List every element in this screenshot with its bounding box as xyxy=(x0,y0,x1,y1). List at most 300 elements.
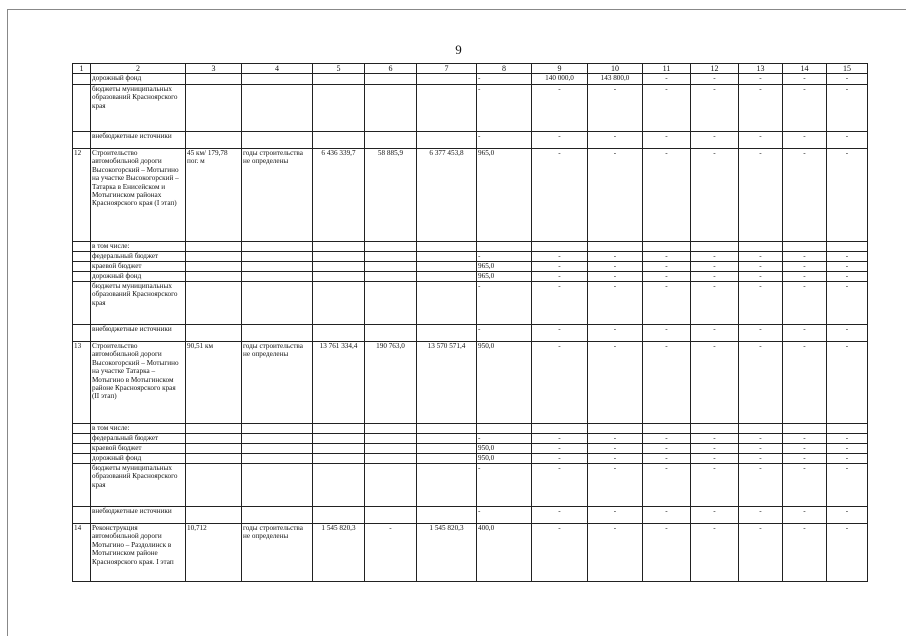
value-cell xyxy=(417,282,477,325)
value-cell: - xyxy=(643,507,691,524)
value-cell: - xyxy=(532,262,588,272)
column-header: 14 xyxy=(783,64,827,74)
item-name-cell: бюджеты муниципальных образований Красноярского края xyxy=(91,282,186,325)
value-cell xyxy=(365,85,417,132)
value-cell: - xyxy=(691,262,739,272)
value-cell: - xyxy=(783,464,827,507)
value-cell: - xyxy=(827,342,868,424)
value-cell xyxy=(186,252,242,262)
value-cell xyxy=(242,272,313,282)
item-name-cell: бюджеты муниципальных образований Красноярского края xyxy=(91,85,186,132)
value-cell: - xyxy=(783,454,827,464)
value-cell: - xyxy=(739,149,783,242)
value-cell xyxy=(186,325,242,342)
value-cell: - xyxy=(691,85,739,132)
value-cell xyxy=(739,242,783,252)
value-cell: - xyxy=(532,252,588,262)
value-cell xyxy=(313,85,365,132)
value-cell: - xyxy=(739,272,783,282)
item-name-cell: в том числе: xyxy=(91,424,186,434)
column-header: 6 xyxy=(365,64,417,74)
column-header: 3 xyxy=(186,64,242,74)
value-cell xyxy=(186,282,242,325)
value-cell: - xyxy=(827,464,868,507)
value-cell: - xyxy=(783,262,827,272)
value-cell: - xyxy=(691,464,739,507)
value-cell: - xyxy=(643,132,691,149)
value-cell xyxy=(365,424,417,434)
row-number-cell: 13 xyxy=(73,342,91,424)
value-cell xyxy=(417,272,477,282)
value-cell: - xyxy=(739,85,783,132)
value-cell xyxy=(417,85,477,132)
row-number-cell xyxy=(73,434,91,444)
value-cell: - xyxy=(477,282,532,325)
value-cell xyxy=(365,74,417,85)
value-cell: - xyxy=(691,272,739,282)
value-cell: 400,0 xyxy=(477,524,532,582)
item-name-cell: в том числе: xyxy=(91,242,186,252)
value-cell: - xyxy=(827,272,868,282)
item-name-cell: Реконструкция автомобильной дороги Мотыгино – Раздолинск в Мотыгинском районе Красноярского края. I этап xyxy=(91,524,186,582)
value-cell xyxy=(242,252,313,262)
value-cell xyxy=(242,444,313,454)
item-name-cell: Строительство автомобильной дороги Высокогорский – Мотыгино на участке Татарка – Мотыгино в Мотыгинском районе Красноярского края (II этап) xyxy=(91,342,186,424)
page-number: 9 xyxy=(455,42,462,57)
item-name-cell: федеральный бюджет xyxy=(91,252,186,262)
value-cell: - xyxy=(477,464,532,507)
value-cell xyxy=(313,454,365,464)
table-row xyxy=(73,149,868,242)
table-row xyxy=(73,454,868,464)
value-cell: - xyxy=(691,342,739,424)
value-cell: - xyxy=(827,149,868,242)
row-number-cell xyxy=(73,424,91,434)
column-header: 1 xyxy=(73,64,91,74)
table-row xyxy=(73,262,868,272)
value-cell: - xyxy=(477,507,532,524)
value-cell: - xyxy=(783,444,827,454)
value-cell: 965,0 xyxy=(477,272,532,282)
value-cell: - xyxy=(783,325,827,342)
row-number-cell xyxy=(73,507,91,524)
value-cell: - xyxy=(588,524,643,582)
value-cell: - xyxy=(588,132,643,149)
column-header: 7 xyxy=(417,64,477,74)
table-row xyxy=(73,252,868,262)
value-cell: - xyxy=(643,454,691,464)
value-cell xyxy=(242,132,313,149)
value-cell: - xyxy=(691,454,739,464)
table-row xyxy=(73,242,868,252)
value-cell: - xyxy=(739,252,783,262)
value-cell xyxy=(242,434,313,444)
value-cell xyxy=(365,464,417,507)
value-cell: - xyxy=(588,85,643,132)
value-cell xyxy=(365,507,417,524)
column-header: 2 xyxy=(91,64,186,74)
item-name-cell: дорожный фонд xyxy=(91,74,186,85)
item-name-cell: федеральный бюджет xyxy=(91,434,186,444)
value-cell: - xyxy=(691,507,739,524)
value-cell: - xyxy=(783,272,827,282)
value-cell xyxy=(365,242,417,252)
table-row xyxy=(73,85,868,132)
row-number-cell xyxy=(73,252,91,262)
value-cell: - xyxy=(588,325,643,342)
value-cell: - xyxy=(477,252,532,262)
value-cell xyxy=(365,252,417,262)
value-cell xyxy=(827,424,868,434)
value-cell: - xyxy=(691,325,739,342)
value-cell xyxy=(186,434,242,444)
value-cell: - xyxy=(691,132,739,149)
value-cell: - xyxy=(588,464,643,507)
value-cell: - xyxy=(691,444,739,454)
value-cell: - xyxy=(739,454,783,464)
value-cell: 965,0 xyxy=(477,149,532,242)
value-cell xyxy=(313,272,365,282)
value-cell xyxy=(242,282,313,325)
value-cell: - xyxy=(643,524,691,582)
value-cell: - xyxy=(588,342,643,424)
value-cell: - xyxy=(739,524,783,582)
value-cell: - xyxy=(532,434,588,444)
value-cell: годы строительства не определены xyxy=(242,149,313,242)
value-cell xyxy=(242,464,313,507)
value-cell: - xyxy=(739,444,783,454)
value-cell: - xyxy=(783,507,827,524)
value-cell: - xyxy=(532,342,588,424)
value-cell: - xyxy=(827,252,868,262)
value-cell: - xyxy=(643,262,691,272)
value-cell xyxy=(365,132,417,149)
value-cell xyxy=(643,424,691,434)
value-cell xyxy=(417,444,477,454)
value-cell xyxy=(313,242,365,252)
value-cell: 190 763,0 xyxy=(365,342,417,424)
value-cell xyxy=(417,464,477,507)
column-header: 11 xyxy=(643,64,691,74)
table-row xyxy=(73,444,868,454)
value-cell: - xyxy=(783,282,827,325)
value-cell: - xyxy=(691,252,739,262)
value-cell xyxy=(313,507,365,524)
value-cell xyxy=(739,424,783,434)
value-cell xyxy=(417,252,477,262)
value-cell xyxy=(365,282,417,325)
value-cell: - xyxy=(588,282,643,325)
row-number-cell xyxy=(73,85,91,132)
value-cell: 6 436 339,7 xyxy=(313,149,365,242)
value-cell: - xyxy=(588,149,643,242)
value-cell: - xyxy=(827,507,868,524)
column-header: 9 xyxy=(532,64,588,74)
value-cell xyxy=(186,262,242,272)
value-cell: - xyxy=(783,434,827,444)
value-cell: - xyxy=(588,262,643,272)
value-cell: - xyxy=(739,325,783,342)
table-row xyxy=(73,282,868,325)
item-name-cell: внебюджетные источники xyxy=(91,132,186,149)
value-cell: - xyxy=(532,454,588,464)
value-cell xyxy=(783,242,827,252)
value-cell: - xyxy=(588,252,643,262)
value-cell: - xyxy=(532,272,588,282)
value-cell: - xyxy=(532,85,588,132)
value-cell xyxy=(186,464,242,507)
value-cell: - xyxy=(827,434,868,444)
table-row xyxy=(73,325,868,342)
value-cell: - xyxy=(532,444,588,454)
value-cell xyxy=(242,85,313,132)
value-cell: годы строительства не определены xyxy=(242,524,313,582)
value-cell: - xyxy=(643,464,691,507)
table-row xyxy=(73,74,868,85)
value-cell xyxy=(242,454,313,464)
value-cell: - xyxy=(783,524,827,582)
value-cell: - xyxy=(588,507,643,524)
value-cell xyxy=(186,507,242,524)
value-cell xyxy=(186,454,242,464)
row-number-cell xyxy=(73,454,91,464)
value-cell: - xyxy=(691,282,739,325)
value-cell xyxy=(691,242,739,252)
value-cell: - xyxy=(532,464,588,507)
value-cell: - xyxy=(739,282,783,325)
value-cell: - xyxy=(643,74,691,85)
value-cell xyxy=(417,262,477,272)
value-cell: - xyxy=(477,434,532,444)
value-cell xyxy=(313,464,365,507)
value-cell: - xyxy=(827,132,868,149)
value-cell xyxy=(242,262,313,272)
column-header: 8 xyxy=(477,64,532,74)
value-cell xyxy=(588,242,643,252)
value-cell xyxy=(242,325,313,342)
value-cell: - xyxy=(691,524,739,582)
value-cell: 1 545 820,3 xyxy=(417,524,477,582)
value-cell: - xyxy=(783,342,827,424)
value-cell: - xyxy=(643,85,691,132)
value-cell: - xyxy=(691,434,739,444)
value-cell: - xyxy=(643,434,691,444)
table-row xyxy=(73,464,868,507)
value-cell xyxy=(313,132,365,149)
table-row xyxy=(73,132,868,149)
row-number-cell xyxy=(73,132,91,149)
value-cell xyxy=(242,242,313,252)
value-cell: годы строительства не определены xyxy=(242,342,313,424)
row-number-cell xyxy=(73,444,91,454)
value-cell xyxy=(242,74,313,85)
value-cell xyxy=(365,262,417,272)
row-number-cell xyxy=(73,464,91,507)
value-cell xyxy=(588,424,643,434)
value-cell: - xyxy=(739,342,783,424)
table-row xyxy=(73,424,868,434)
value-cell: - xyxy=(532,524,588,582)
value-cell xyxy=(313,262,365,272)
value-cell: 143 800,0 xyxy=(588,74,643,85)
value-cell xyxy=(417,132,477,149)
value-cell: 1 545 820,3 xyxy=(313,524,365,582)
value-cell xyxy=(417,242,477,252)
value-cell: - xyxy=(643,252,691,262)
value-cell xyxy=(186,132,242,149)
value-cell: - xyxy=(477,325,532,342)
value-cell xyxy=(643,242,691,252)
row-number-cell xyxy=(73,74,91,85)
value-cell xyxy=(313,444,365,454)
value-cell: - xyxy=(827,85,868,132)
value-cell xyxy=(477,424,532,434)
value-cell: 13 761 334,4 xyxy=(313,342,365,424)
value-cell: 965,0 xyxy=(477,262,532,272)
value-cell: - xyxy=(739,262,783,272)
value-cell: 10,712 xyxy=(186,524,242,582)
value-cell xyxy=(532,424,588,434)
row-number-cell xyxy=(73,325,91,342)
row-number-cell: 14 xyxy=(73,524,91,582)
value-cell xyxy=(417,507,477,524)
value-cell: - xyxy=(588,444,643,454)
row-number-cell xyxy=(73,262,91,272)
value-cell: - xyxy=(643,325,691,342)
value-cell: 950,0 xyxy=(477,444,532,454)
value-cell: 90,51 км xyxy=(186,342,242,424)
value-cell xyxy=(313,74,365,85)
value-cell: - xyxy=(827,325,868,342)
table-header-row xyxy=(73,64,868,74)
value-cell: - xyxy=(643,282,691,325)
value-cell: - xyxy=(532,132,588,149)
value-cell: - xyxy=(827,282,868,325)
value-cell: - xyxy=(691,74,739,85)
value-cell: 950,0 xyxy=(477,454,532,464)
value-cell xyxy=(186,424,242,434)
value-cell xyxy=(186,272,242,282)
row-number-cell xyxy=(73,242,91,252)
item-name-cell: внебюджетные источники xyxy=(91,507,186,524)
value-cell: 45 км/ 179,78 пог. м xyxy=(186,149,242,242)
item-name-cell: краевой бюджет xyxy=(91,444,186,454)
value-cell: - xyxy=(739,74,783,85)
value-cell: - xyxy=(783,132,827,149)
value-cell xyxy=(477,242,532,252)
column-header: 10 xyxy=(588,64,643,74)
value-cell: - xyxy=(588,454,643,464)
column-header: 5 xyxy=(313,64,365,74)
value-cell: - xyxy=(739,507,783,524)
item-name-cell: бюджеты муниципальных образований Красноярского края xyxy=(91,464,186,507)
value-cell: - xyxy=(739,132,783,149)
table-row xyxy=(73,272,868,282)
value-cell xyxy=(242,507,313,524)
value-cell: - xyxy=(783,85,827,132)
value-cell: - xyxy=(588,434,643,444)
value-cell: - xyxy=(588,272,643,282)
value-cell: - xyxy=(827,454,868,464)
value-cell xyxy=(186,242,242,252)
value-cell: - xyxy=(532,282,588,325)
value-cell xyxy=(365,444,417,454)
value-cell: 6 377 453,8 xyxy=(417,149,477,242)
value-cell: 140 000,0 xyxy=(532,74,588,85)
table-row xyxy=(73,342,868,424)
value-cell xyxy=(313,252,365,262)
column-header: 12 xyxy=(691,64,739,74)
value-cell: - xyxy=(739,464,783,507)
table-row xyxy=(73,507,868,524)
budget-table xyxy=(72,63,868,582)
value-cell: - xyxy=(643,149,691,242)
value-cell: - xyxy=(365,524,417,582)
value-cell xyxy=(417,454,477,464)
value-cell xyxy=(313,282,365,325)
value-cell xyxy=(186,74,242,85)
item-name-cell: дорожный фонд xyxy=(91,272,186,282)
value-cell xyxy=(417,424,477,434)
value-cell: - xyxy=(691,149,739,242)
value-cell xyxy=(242,424,313,434)
value-cell: - xyxy=(827,262,868,272)
value-cell: - xyxy=(739,434,783,444)
value-cell xyxy=(827,242,868,252)
value-cell: - xyxy=(783,149,827,242)
item-name-cell: Строительство автомобильной дороги Высокогорский – Мотыгино на участке Высокогорский – Татарка в Енисейском и Мотыгинском районах Красноярского края (I этап) xyxy=(91,149,186,242)
value-cell: 950,0 xyxy=(477,342,532,424)
value-cell xyxy=(313,424,365,434)
value-cell xyxy=(313,325,365,342)
value-cell: - xyxy=(477,85,532,132)
value-cell xyxy=(186,444,242,454)
value-cell: 13 570 571,4 xyxy=(417,342,477,424)
value-cell xyxy=(313,434,365,444)
value-cell: - xyxy=(643,444,691,454)
value-cell: - xyxy=(477,74,532,85)
value-cell xyxy=(365,454,417,464)
value-cell xyxy=(691,424,739,434)
value-cell: - xyxy=(643,272,691,282)
value-cell: - xyxy=(532,325,588,342)
value-cell xyxy=(365,434,417,444)
column-header: 15 xyxy=(827,64,868,74)
value-cell: - xyxy=(827,74,868,85)
value-cell: - xyxy=(532,149,588,242)
value-cell xyxy=(417,74,477,85)
value-cell xyxy=(783,424,827,434)
value-cell xyxy=(365,272,417,282)
table-row xyxy=(73,524,868,582)
value-cell xyxy=(186,85,242,132)
value-cell: - xyxy=(783,74,827,85)
row-number-cell xyxy=(73,272,91,282)
value-cell: - xyxy=(827,524,868,582)
table-row xyxy=(73,434,868,444)
column-header: 13 xyxy=(739,64,783,74)
item-name-cell: краевой бюджет xyxy=(91,262,186,272)
value-cell: 58 885,9 xyxy=(365,149,417,242)
item-name-cell: дорожный фонд xyxy=(91,454,186,464)
value-cell: - xyxy=(532,507,588,524)
row-number-cell xyxy=(73,282,91,325)
value-cell: - xyxy=(643,342,691,424)
value-cell xyxy=(365,325,417,342)
value-cell xyxy=(532,242,588,252)
item-name-cell: внебюджетные источники xyxy=(91,325,186,342)
value-cell xyxy=(417,434,477,444)
